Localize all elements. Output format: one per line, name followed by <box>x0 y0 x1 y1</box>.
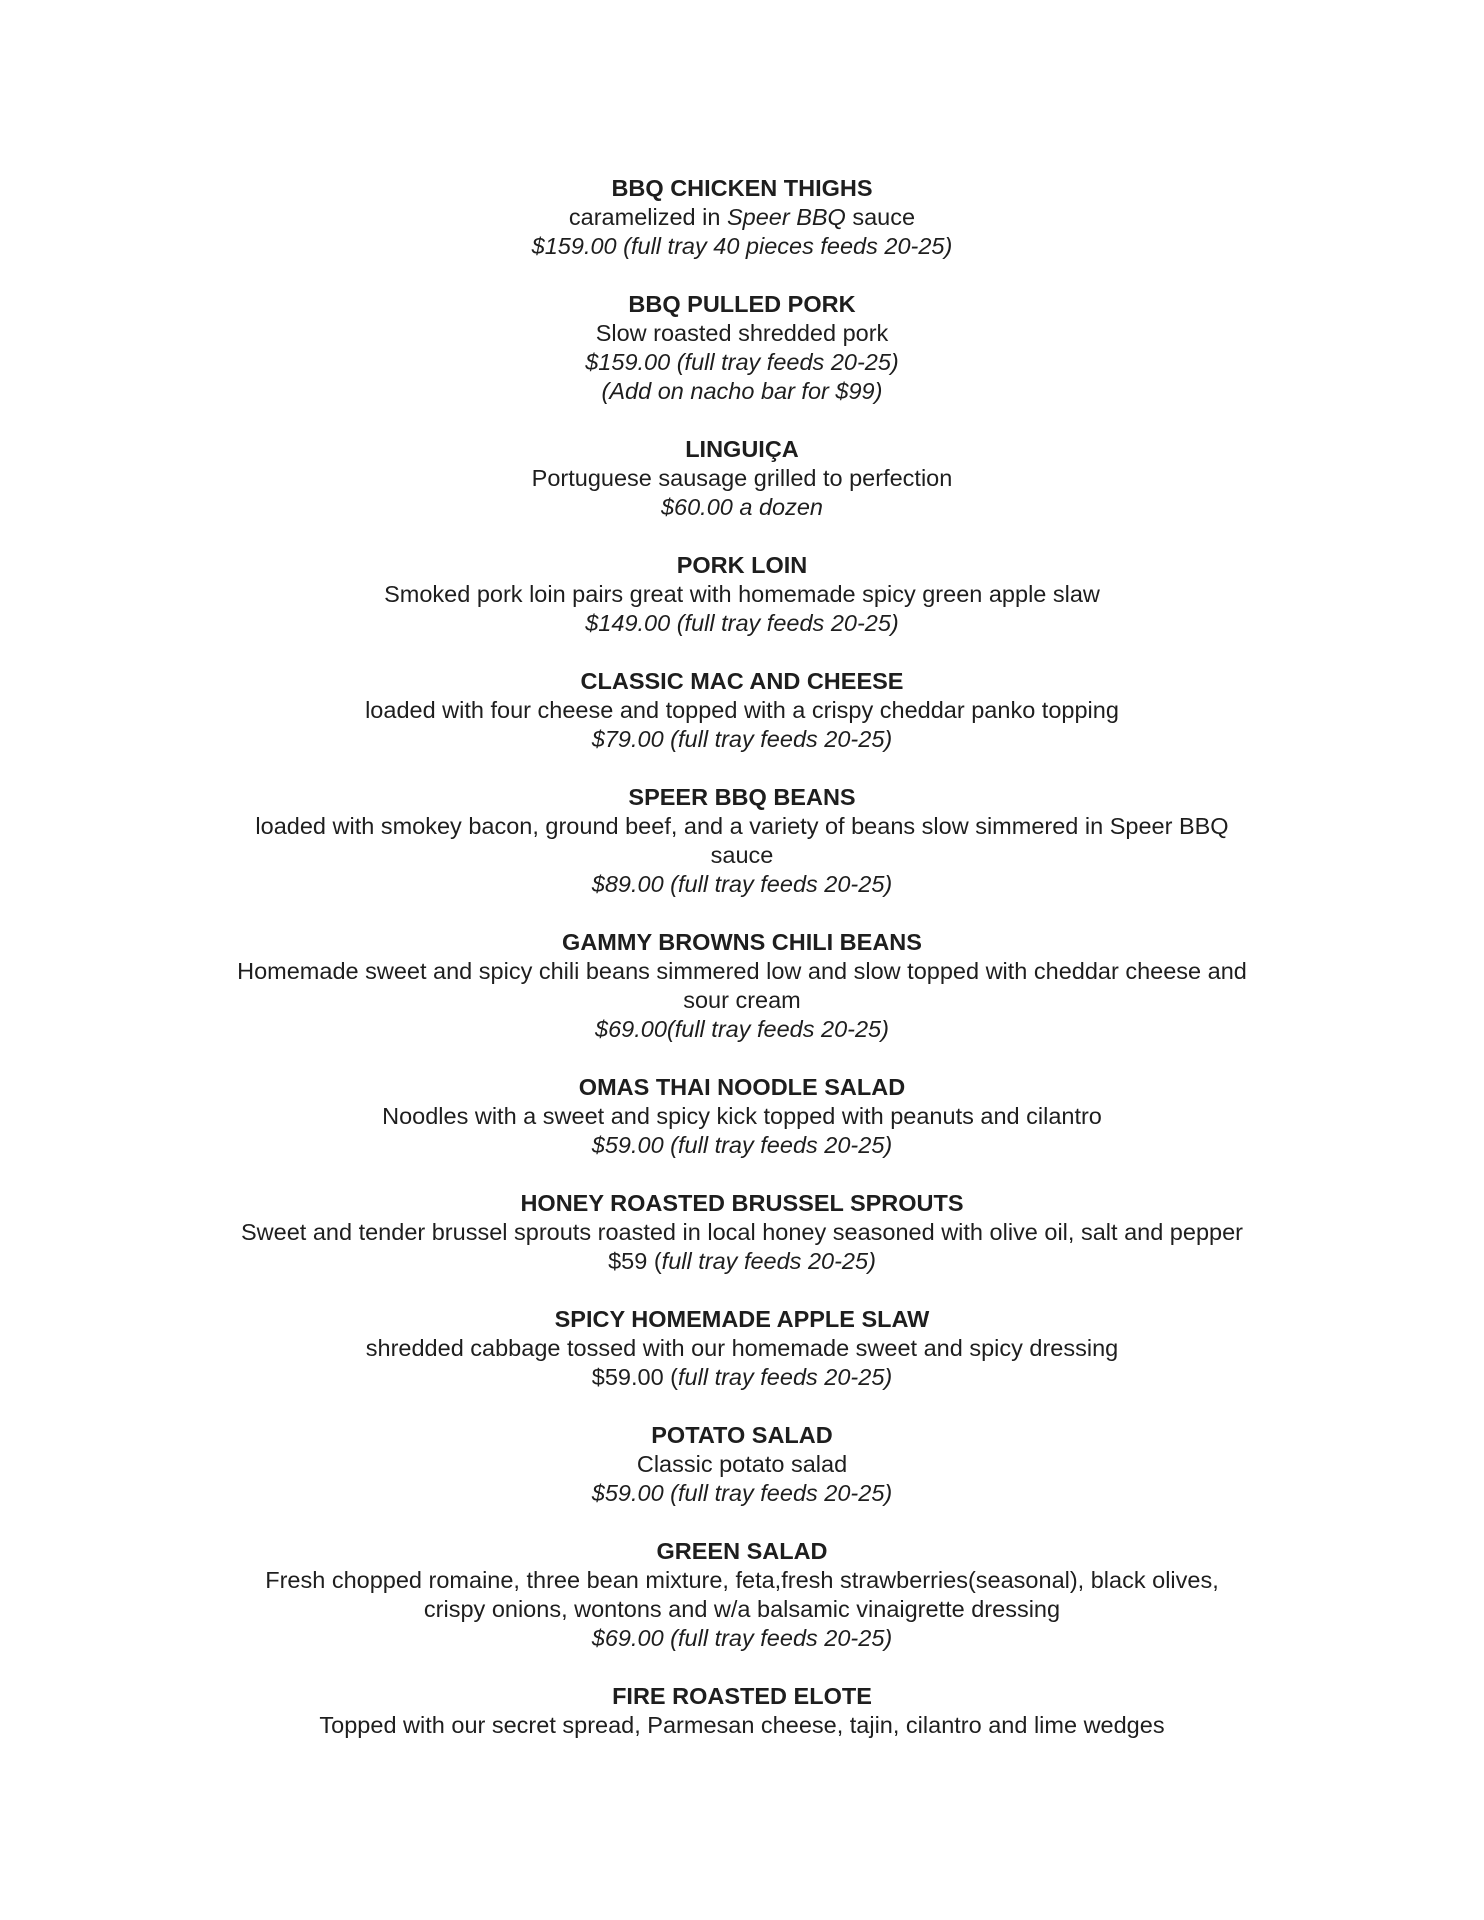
menu-item-bbq-pulled-pork <box>0 290 1484 406</box>
item-title: OMAS THAI NOODLE SALAD <box>578 1074 906 1100</box>
item-title: HONEY ROASTED BRUSSEL SPROUTS <box>520 1190 964 1216</box>
item-description: shredded cabbage tossed with our homemade sweet and spicy dressing <box>365 1335 1119 1361</box>
item-description-line-2: crispy onions, wontons and w/a balsamic vinaigrette dressing <box>423 1596 1061 1622</box>
description-text: sauce <box>845 204 916 230</box>
menu-item-green-salad <box>0 1537 1484 1653</box>
item-price: $159.00 (full tray 40 pieces feeds 20-25) <box>531 233 953 259</box>
item-title: CLASSIC MAC AND CHEESE <box>580 668 904 694</box>
item-title: POTATO SALAD <box>651 1422 833 1448</box>
item-price: $69.00 (full tray feeds 20-25) <box>591 1625 893 1651</box>
item-price <box>0 1363 1484 1392</box>
item-title: GAMMY BROWNS CHILI BEANS <box>562 929 922 955</box>
item-title: FIRE ROASTED ELOTE <box>612 1683 872 1709</box>
item-description: loaded with four cheese and topped with a crispy cheddar panko topping <box>365 697 1119 723</box>
menu-item-linguica <box>0 435 1484 522</box>
item-description: Classic potato salad <box>636 1451 848 1477</box>
menu-item-spicy-homemade-apple-slaw <box>0 1305 1484 1392</box>
item-price: $149.00 (full tray feeds 20-25) <box>585 610 899 636</box>
item-note: (Add on nacho bar for $99) <box>601 378 883 404</box>
item-price: $89.00 (full tray feeds 20-25) <box>591 871 893 897</box>
menu-item-gammy-browns-chili-beans <box>212 928 1272 1044</box>
item-title: SPICY HOMEMADE APPLE SLAW <box>554 1306 930 1332</box>
item-title: BBQ PULLED PORK <box>628 291 856 317</box>
item-title: BBQ CHICKEN THIGHS <box>611 175 873 201</box>
price-plain-text: $59 ( <box>608 1248 662 1274</box>
item-title: GREEN SALAD <box>656 1538 828 1564</box>
item-description: loaded with smokey bacon, ground beef, and a variety of beans slow simmered in Speer BBQ sauce <box>255 813 1229 868</box>
price-italic-text: full tray feeds 20-25) <box>661 1248 876 1274</box>
description-text: caramelized in <box>568 204 727 230</box>
price-plain-text: $59.00 ( <box>591 1364 678 1390</box>
item-description: Sweet and tender brussel sprouts roasted in local honey seasoned with olive oil, salt and pepper <box>241 1219 1243 1245</box>
item-price: $79.00 (full tray feeds 20-25) <box>591 726 893 752</box>
item-description: Smoked pork loin pairs great with homemade spicy green apple slaw <box>384 581 1100 607</box>
item-description-line-1: Fresh chopped romaine, three bean mixture, feta,fresh strawberries(seasonal), black olives, <box>265 1567 1219 1593</box>
item-title: SPEER BBQ BEANS <box>628 784 856 810</box>
menu-item-fire-roasted-elote <box>0 1682 1484 1740</box>
menu-list <box>0 174 1484 1769</box>
item-description: Topped with our secret spread, Parmesan cheese, tajin, cilantro and lime wedges <box>319 1712 1165 1738</box>
item-title: PORK LOIN <box>676 552 808 578</box>
item-price: $59.00 (full tray feeds 20-25) <box>591 1480 893 1506</box>
item-price: $69.00(full tray feeds 20-25) <box>595 1016 889 1042</box>
item-price <box>0 1247 1484 1276</box>
item-description: Noodles with a sweet and spicy kick topped with peanuts and cilantro <box>382 1103 1102 1129</box>
item-price: $60.00 a dozen <box>660 494 824 520</box>
description-italic-text: Speer BBQ <box>726 204 846 230</box>
item-price: $159.00 (full tray feeds 20-25) <box>585 349 899 375</box>
menu-item-classic-mac-and-cheese <box>0 667 1484 754</box>
item-title: LINGUIÇA <box>685 436 799 462</box>
menu-item-speer-bbq-beans <box>237 783 1247 899</box>
menu-item-honey-roasted-brussel-sprouts <box>0 1189 1484 1276</box>
item-price: $59.00 (full tray feeds 20-25) <box>591 1132 893 1158</box>
item-description <box>0 203 1484 232</box>
item-description: Homemade sweet and spicy chili beans simmered low and slow topped with cheddar cheese and sour cream <box>237 958 1247 1013</box>
menu-item-potato-salad <box>0 1421 1484 1508</box>
menu-item-bbq-chicken-thighs <box>0 174 1484 261</box>
menu-item-omas-thai-noodle-salad <box>0 1073 1484 1160</box>
item-description: Slow roasted shredded pork <box>595 320 889 346</box>
price-italic-text: full tray feeds 20-25) <box>678 1364 893 1390</box>
menu-item-pork-loin <box>0 551 1484 638</box>
item-description: Portuguese sausage grilled to perfection <box>531 465 953 491</box>
